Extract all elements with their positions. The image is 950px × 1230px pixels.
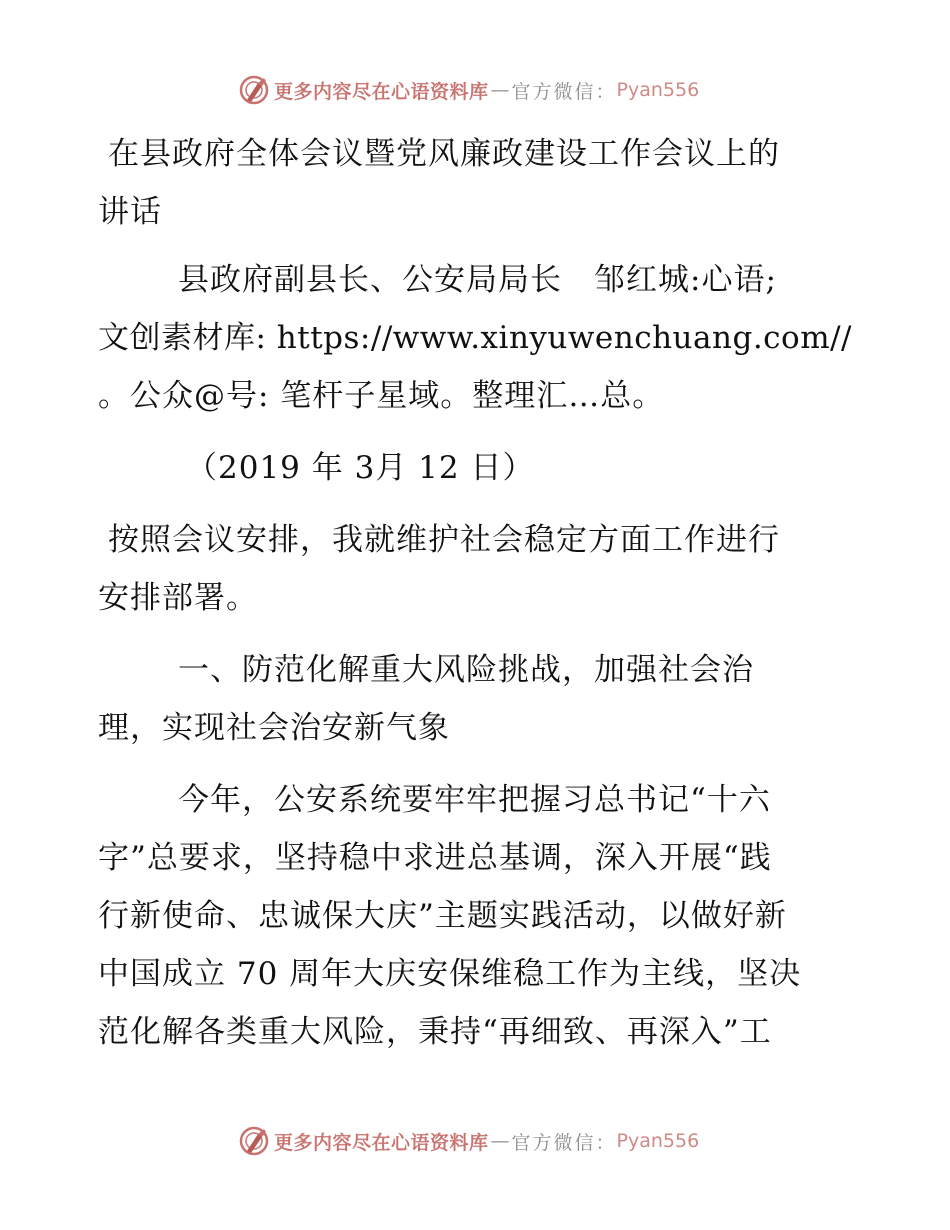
watermark-main-text: 更多内容尽在心语资料库	[274, 1131, 489, 1154]
footer-watermark	[238, 1124, 699, 1158]
document-body	[98, 125, 858, 1061]
pen-logo-icon	[238, 1125, 270, 1157]
speech-date: （2019 年 3月 12 日）	[186, 450, 535, 486]
paragraph-1-line-4: 中国成立 70 周年大庆安保维稳工作为主线，坚决	[98, 956, 802, 992]
watermark-wechat-id: Pyan556	[616, 1130, 700, 1152]
watermark-wechat-id: Pyan556	[616, 79, 700, 101]
watermark-dash: —	[490, 79, 510, 101]
watermark-official-label: 官方微信：	[511, 80, 617, 103]
paragraph-1-line-5: 范化解各类重大风险，秉持“再细致、再深入”工	[98, 1014, 772, 1050]
paragraph-1-line-2: 字”总要求，坚持稳中求进总基调，深入开展“践	[98, 840, 772, 876]
pen-logo-icon	[238, 74, 270, 106]
author-line-3: 。公众@号: 笔杆子星域。整理汇…总。	[98, 378, 665, 414]
intro-line-1: 按照会议安排，我就维护社会稳定方面工作进行	[108, 522, 780, 558]
author-line-2: 文创素材库: https://www.xinyuwenchuang.com//	[98, 320, 852, 356]
watermark-official-label: 官方微信：	[511, 1131, 617, 1154]
paragraph-1-line-1: 今年，公安系统要牢牢把握习总书记“十六	[178, 782, 771, 818]
section-heading-1-line-1: 一、防范化解重大风险挑战，加强社会治	[178, 652, 754, 688]
paragraph-1-line-3: 行新使命、忠诚保大庆”主题实践活动，以做好新	[98, 898, 787, 934]
author-line-1: 县政府副县长、公安局局长 邹红城:心语;	[178, 262, 777, 298]
intro-line-2: 安排部署。	[98, 580, 258, 616]
watermark-dash: —	[490, 1130, 510, 1152]
section-heading-1-line-2: 理，实现社会治安新气象	[98, 710, 450, 746]
document-title-line-2: 讲话	[98, 194, 162, 230]
header-watermark	[238, 73, 699, 107]
watermark-main-text: 更多内容尽在心语资料库	[274, 80, 489, 103]
document-title-line-1: 在县政府全体会议暨党风廉政建设工作会议上的	[108, 136, 780, 172]
